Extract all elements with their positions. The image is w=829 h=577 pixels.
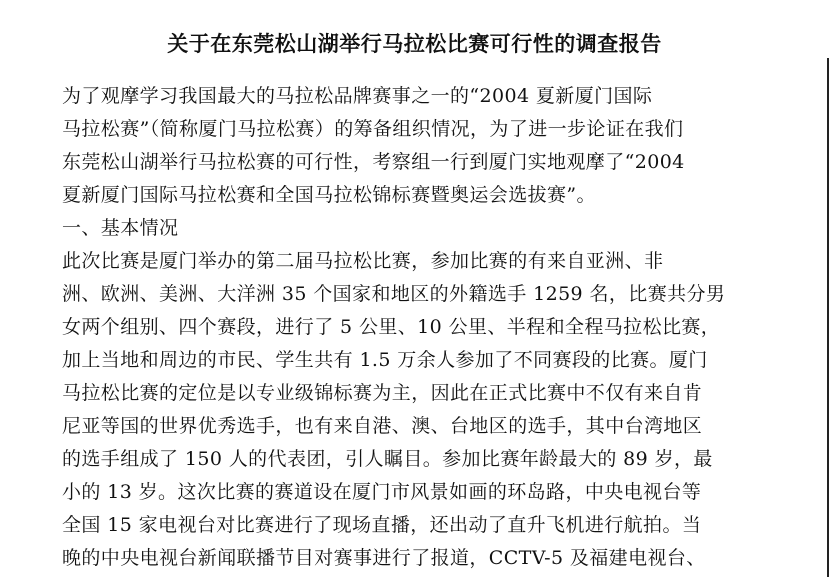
paragraph-line: 夏新厦门国际马拉松赛和全国马拉松锦标赛暨奥运会选拔赛”。 bbox=[62, 184, 596, 206]
paragraph-line: 全国 15 家电视台对比赛进行了现场直播，还出动了直升飞机进行航拍。当 bbox=[62, 514, 702, 536]
paragraph-line: 加上当地和周边的市民、学生共有 1.5 万余人参加了不同赛段的比赛。厦门 bbox=[62, 349, 708, 371]
paragraph-line: 为了观摩学习我国最大的马拉松品牌赛事之一的“2004 夏新厦门国际 bbox=[62, 85, 653, 107]
paragraph-line: 晚的中央电视台新闻联播节目对赛事进行了报道，CCTV-5 及福建电视台、 bbox=[62, 547, 706, 569]
paragraph-line: 马拉松赛”（简称厦门马拉松赛）的筹备组织情况，为了进一步论证在我们 bbox=[62, 118, 684, 140]
section-heading: 一、基本情况 bbox=[62, 217, 179, 239]
paragraph-line: 马拉松比赛的定位是以专业级锦标赛为主，因此在正式比赛中不仅有来自肯 bbox=[62, 382, 703, 404]
paragraph-line: 此次比赛是厦门举办的第二届马拉松比赛，参加比赛的有来自亚洲、非 bbox=[62, 250, 664, 272]
paragraph-line: 女两个组别、四个赛段，进行了 5 公里、10 公里、半程和全程马拉松比赛， bbox=[62, 316, 721, 338]
document-title: 关于在东莞松山湖举行马拉松比赛可行性的调查报告 bbox=[167, 32, 662, 56]
paragraph-line: 的选手组成了 150 人的代表团，引人瞩目。参加比赛年龄最大的 89 岁，最 bbox=[62, 448, 713, 470]
paragraph-line: 尼亚等国的世界优秀选手，也有来自港、澳、台地区的选手，其中台湾地区 bbox=[62, 415, 703, 437]
paragraph-line: 小的 13 岁。这次比赛的赛道设在厦门市风景如画的环岛路，中央电视台等 bbox=[62, 481, 702, 503]
paragraph-line: 洲、欧洲、美洲、大洋洲 35 个国家和地区的外籍选手 1259 名，比赛共分男 bbox=[62, 283, 726, 305]
paragraph-line: 东莞松山湖举行马拉松赛的可行性，考察组一行到厦门实地观摩了“2004 bbox=[62, 151, 685, 173]
